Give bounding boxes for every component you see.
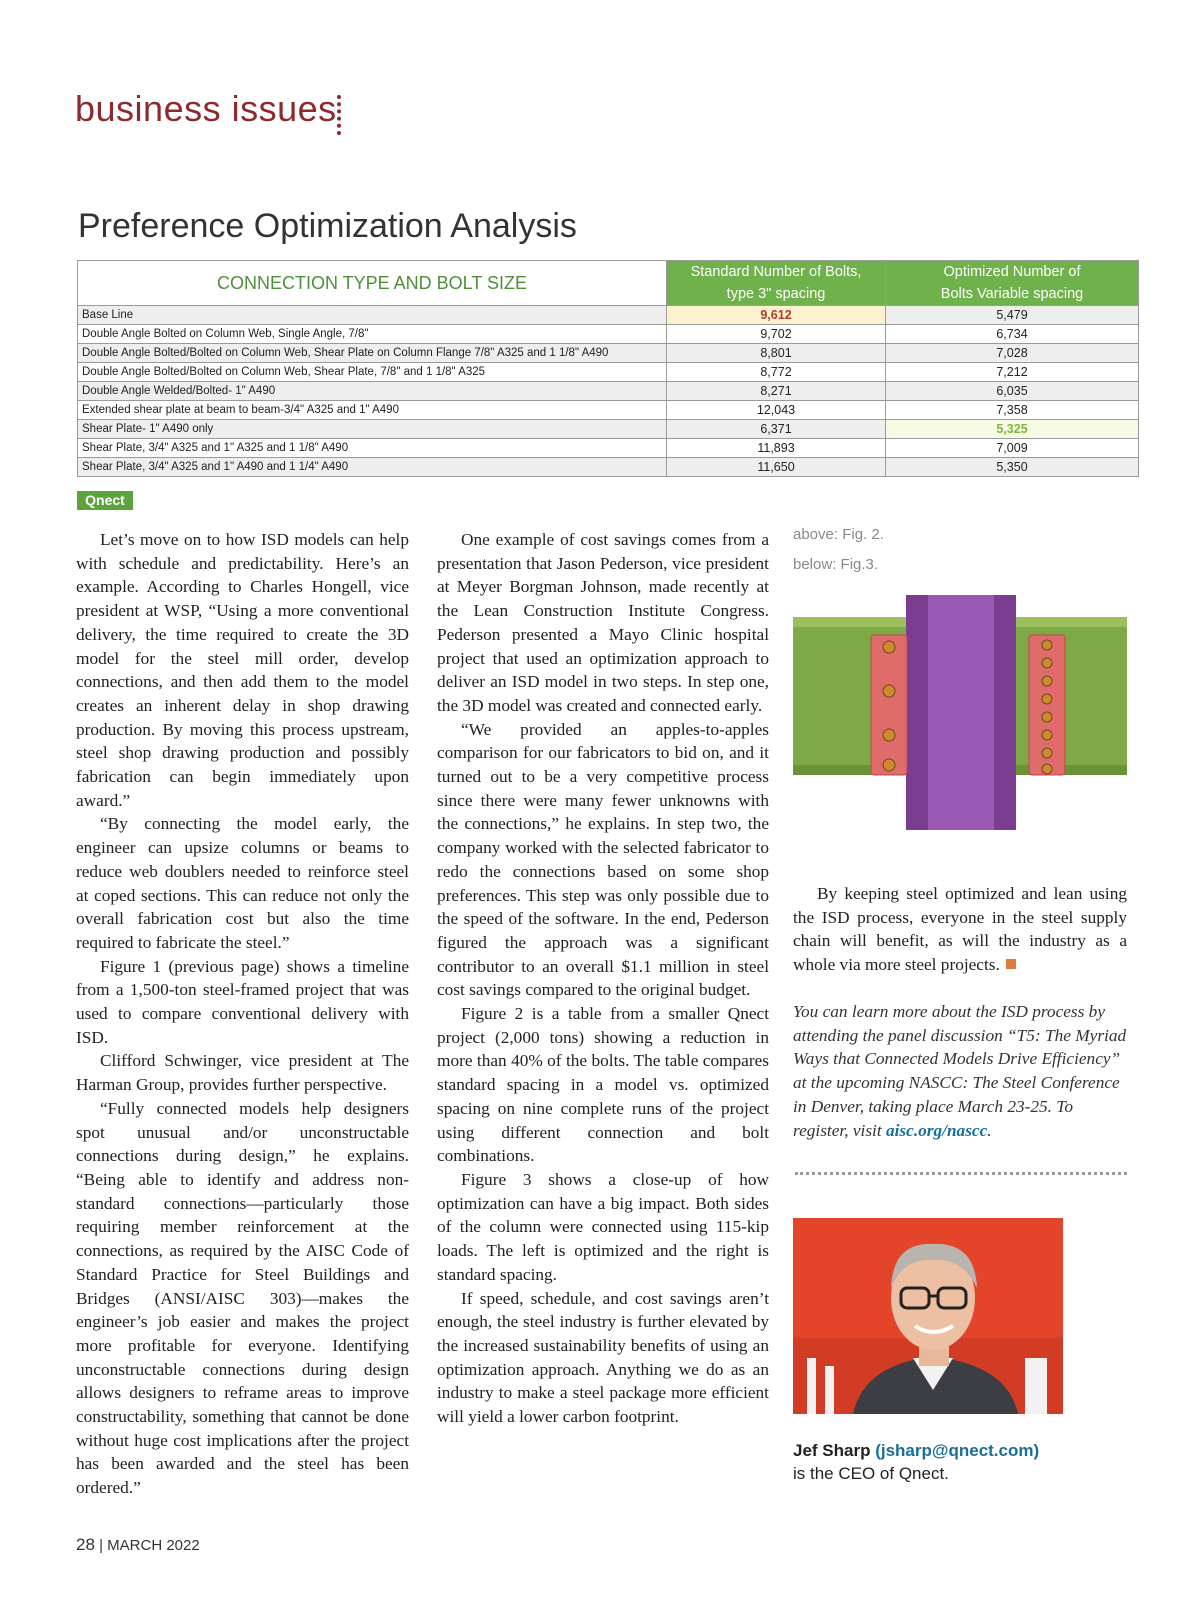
row-optimized: 5,350 xyxy=(886,458,1139,477)
table-row xyxy=(78,306,1139,325)
table-row xyxy=(78,363,1139,382)
article-column-2 xyxy=(437,528,769,1429)
caption-above: above: Fig. 2. xyxy=(793,526,884,543)
row-optimized-highlight: 5,325 xyxy=(886,420,1139,439)
paragraph: Figure 3 shows a close-up of how optimization can have a big impact. Both sides of the column were connected using 115-kip loads. The left is optimized and the right is standard spacing. xyxy=(437,1169,769,1284)
row-standard: 8,271 xyxy=(667,382,886,401)
row-standard: 12,043 xyxy=(667,401,886,420)
row-standard: 6,371 xyxy=(667,420,886,439)
header-standard-bolts xyxy=(667,261,886,306)
row-type: Double Angle Bolted on Column Web, Single Angle, 7/8" xyxy=(78,325,667,344)
row-optimized: 6,035 xyxy=(886,382,1139,401)
figure-title: Preference Optimization Analysis xyxy=(78,207,577,245)
paragraph: “By connecting the model early, the engineer can upsize columns or beams to reduce web doublers needed to reinforce steel at coped sections. This can reduce not only the overall fabrication cost but also the time required to fabricate the steel.” xyxy=(76,814,409,952)
article-column-3 xyxy=(793,882,1127,977)
author-role: is the CEO of Qnect. xyxy=(793,1464,949,1483)
row-type: Shear Plate, 3/4" A325 and 1" A325 and 1 1/8" A490 xyxy=(78,439,667,458)
promo-text: You can learn more about the ISD process by attending the panel discussion “T5: The Myriad Ways that Connected Models Drive Efficiency” at the upcoming NASCC: The Steel Conference in Denver, taking place March 23-25. To register, visit xyxy=(793,1002,1127,1140)
qnect-logo: Qnect xyxy=(77,491,133,510)
table-row xyxy=(78,382,1139,401)
promo-note xyxy=(793,1000,1127,1142)
author-photo xyxy=(793,1218,1063,1414)
row-standard: 8,772 xyxy=(667,363,886,382)
row-type: Double Angle Welded/Bolted- 1" A490 xyxy=(78,382,667,401)
table-row xyxy=(78,458,1139,477)
section-dots-divider xyxy=(337,95,345,135)
promo-end: . xyxy=(987,1120,992,1140)
row-optimized: 7,028 xyxy=(886,344,1139,363)
table-row xyxy=(78,439,1139,458)
row-standard-highlight: 9,612 xyxy=(667,306,886,325)
paragraph: If speed, schedule, and cost savings aren’t enough, the steel industry is further elevated by the increased sustainability benefits of using an optimization approach. Anything we do as an industry to make a steel package more efficient will yield a lower carbon footprint. xyxy=(437,1288,769,1427)
issue-date: MARCH 2022 xyxy=(107,1537,200,1554)
paragraph: Figure 1 (previous page) shows a timeline from a 1,500-ton steel-framed project that was used to compare conventional delivery with ISD. xyxy=(76,956,409,1047)
closing-paragraph xyxy=(793,882,1127,977)
end-mark-icon xyxy=(1006,959,1016,969)
row-type: Double Angle Bolted/Bolted on Column Web, Shear Plate on Column Flange 7/8" A325 and 1 1/8" A490 xyxy=(78,344,667,363)
row-standard: 9,702 xyxy=(667,325,886,344)
register-link[interactable]: aisc.org/nascc xyxy=(885,1120,988,1140)
row-standard: 11,893 xyxy=(667,439,886,458)
row-optimized: 5,479 xyxy=(886,306,1139,325)
row-optimized: 7,212 xyxy=(886,363,1139,382)
header-connection-type: CONNECTION TYPE AND BOLT SIZE xyxy=(78,261,667,306)
caption-below: below: Fig.3. xyxy=(793,556,879,573)
closing-paragraph-text: By keeping steel optimized and lean using the ISD process, everyone in the steel supply chain will benefit, as will the industry as a whole via more steel projects. xyxy=(793,884,1127,975)
header-standard-line2: type 3" spacing xyxy=(726,286,826,302)
row-standard: 11,650 xyxy=(667,458,886,477)
row-type: Extended shear plate at beam to beam-3/4" A325 and 1" A490 xyxy=(78,401,667,420)
table-row xyxy=(78,420,1139,439)
page-footer xyxy=(76,1535,200,1555)
bio-open: ( xyxy=(870,1441,881,1460)
row-type: Base Line xyxy=(78,306,667,325)
header-optimized-line2: Bolts Variable spacing xyxy=(940,286,1084,302)
row-optimized: 6,734 xyxy=(886,325,1139,344)
article-column-1 xyxy=(76,528,409,1500)
row-type: Shear Plate- 1" A490 only xyxy=(78,420,667,439)
paragraph: One example of cost savings comes from a presentation that Jason Pederson, vice president at Meyer Borgman Johnson, made recently at the Lean Construction Institute Congress. Pederson presented a Mayo Clinic hospital project that used an optimization approach to deliver an ISD model in two steps. In step one, the 3D model was created and connected early. xyxy=(437,530,769,715)
section-heading: business issues xyxy=(75,88,337,129)
paragraph: “We provided an apples-to-apples comparison for our fabricators to bid on, and it turned out to be a very competitive process since there were many fewer unknowns with the connections,” he explains. In step two, the company worked with the selected fabricator to redo the connections based on some shop preferences. This step was only possible due to the speed of the software. In the end, Pederson figured the approach was a significant contributor to an overall $1.1 million in steel cost savings compared to the original budget. xyxy=(437,719,769,1000)
author-email-link[interactable]: jsharp@qnect.com xyxy=(880,1441,1034,1460)
header-optimized-line1: Optimized Number of xyxy=(943,264,1081,280)
table-row xyxy=(78,344,1139,363)
figure-3-connection-image xyxy=(793,595,1127,830)
preference-table xyxy=(77,260,1139,477)
table-row xyxy=(78,325,1139,344)
paragraph: Clifford Schwinger, vice president at The Harman Group, provides further perspective. xyxy=(76,1051,409,1095)
row-type: Double Angle Bolted/Bolted on Column Web, Shear Plate, 7/8" and 1 1/8" A325 xyxy=(78,363,667,382)
row-standard: 8,801 xyxy=(667,344,886,363)
author-name: Jef Sharp xyxy=(793,1441,871,1460)
footer-separator: | xyxy=(94,1537,108,1554)
page-number: 28 xyxy=(76,1535,95,1554)
header-standard-line1: Standard Number of Bolts, xyxy=(690,264,862,280)
row-optimized: 7,358 xyxy=(886,401,1139,420)
row-type: Shear Plate, 3/4" A325 and 1" A490 and 1 1/4" A490 xyxy=(78,458,667,477)
dotted-divider xyxy=(795,1172,1127,1175)
row-optimized: 7,009 xyxy=(886,439,1139,458)
author-bio xyxy=(793,1439,1133,1485)
bio-close: ) xyxy=(1033,1441,1040,1460)
paragraph: “Fully connected models help designers spot unusual and/or unconstructable connections during design,” he explains. “Being able to identify and address non-standard connections—particularly those requiring member reinforcement at the connections, as required by the AISC Code of Standard Practice for Steel Buildings and Bridges (ANSI/AISC 303)—makes the engineer’s job easier and makes the project more profitable for everyone. Identifying unconstructable connections during design allows designers to reframe areas to improve constructability, something that cannot be done without huge cost implications after the project has been awarded and the steel has been ordered.” xyxy=(76,1098,409,1498)
table-row xyxy=(78,401,1139,420)
header-optimized-bolts xyxy=(886,261,1139,306)
paragraph: Figure 2 is a table from a smaller Qnect project (2,000 tons) showing a reduction in more than 40% of the bolts. The table compares standard spacing in a model vs. optimized spacing on nine complete runs of the project using different connection and bolt combinations. xyxy=(437,1004,769,1166)
paragraph: Let’s move on to how ISD models can help with schedule and predictability. Here’s an example. According to Charles Hongell, vice president at WSP, “Using a more conventional delivery, the time required to create the 3D model for the steel mill order, develop connections, and then add them to the model creates an inherent delay in shop drawing production. By moving this process upstream, steel shop drawing production and possibly fabrication can begin immediately upon award.” xyxy=(76,530,409,810)
